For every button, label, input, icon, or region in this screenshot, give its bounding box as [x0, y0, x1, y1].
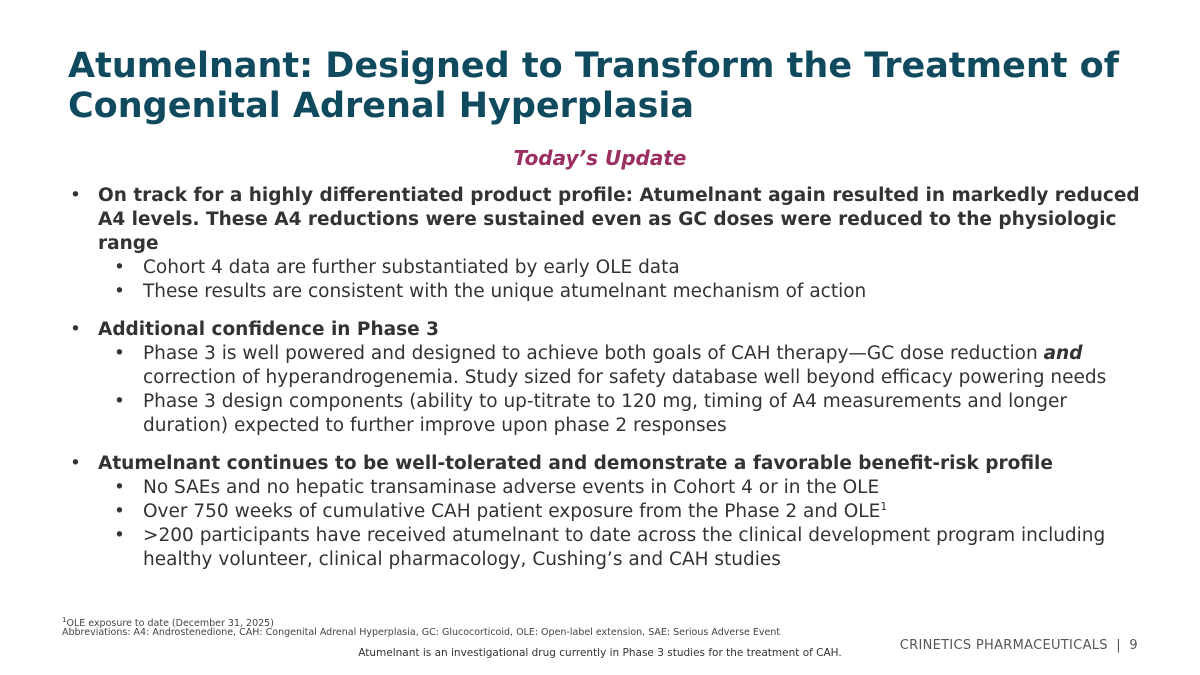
bullet-2-sub-2-text: Phase 3 design components (ability to up-titrate to 120 mg, timing of A4 measurements and longer duration) expected to further improve upon phase 2 responses: [143, 391, 1067, 436]
bullet-2-sub-1-post: correction of hyperandrogenemia. Study sized for safety database well beyond efficacy powering needs: [143, 367, 1107, 388]
slide-title-line-2: Congenital Adrenal Hyperplasia: [68, 86, 695, 126]
bullet-marker: •: [70, 453, 81, 474]
bullet-3-sub-1: [62, 476, 1142, 500]
bullet-1-text: On track for a highly differentiated product profile: Atumelnant again resulted in markedly reduced A4 levels. These A4 reductions were sustained even as GC doses were reduced to the physiologic range: [98, 185, 1140, 254]
bullet-2-sub-2: [62, 390, 1142, 438]
footnote-ref: 1: [880, 499, 888, 513]
sub-bullet-marker: •: [114, 343, 125, 364]
sub-bullet-marker: •: [114, 501, 125, 522]
footer-separator: |: [1116, 638, 1121, 653]
bullet-2-sub-1: [62, 342, 1142, 390]
bullet-2-sub-1-emphasis: and: [1043, 343, 1083, 364]
bullet-2-text: Additional confidence in Phase 3: [98, 319, 439, 340]
bullet-1-sub-1: [62, 256, 1142, 280]
bullet-1: [62, 184, 1142, 256]
sub-bullet-marker: •: [114, 525, 125, 546]
company-name: CRINETICS PHARMACEUTICALS: [899, 638, 1108, 653]
slide-title: [68, 46, 1168, 126]
bullet-1-sub-1-text: Cohort 4 data are further substantiated by early OLE data: [143, 257, 680, 278]
bullet-1-sub-2: [62, 280, 1142, 304]
page-number: 9: [1129, 638, 1138, 653]
footnote-marker: 1: [62, 616, 67, 624]
abbreviations: Abbreviations: A4: Androstenedione, CAH: Congenital Adrenal Hyperplasia, GC: Glucocorticoid, OLE: Open-label extension, SAE: Serious Adverse Event: [62, 627, 781, 638]
sub-bullet-marker: •: [114, 391, 125, 412]
bullet-2-sub-1-pre: Phase 3 is well powered and designed to achieve both goals of CAH therapy—GC dose reduction: [143, 343, 1044, 364]
sub-bullet-marker: •: [114, 477, 125, 498]
footnote-text: OLE exposure to date (December 31, 2025): [66, 618, 274, 630]
bullet-list: [62, 184, 1142, 572]
sub-bullet-marker: •: [114, 281, 125, 302]
sub-bullet-marker: •: [114, 257, 125, 278]
bullet-3-text: Atumelnant continues to be well-tolerated and demonstrate a favorable benefit-risk profile: [98, 453, 1053, 474]
disclaimer: Atumelnant is an investigational drug currently in Phase 3 studies for the treatment of CAH.: [358, 647, 842, 659]
bullet-2: [62, 318, 1142, 342]
bullet-3-sub-3-text: >200 participants have received atumelnant to date across the clinical development program including healthy volunteer, clinical pharmacology, Cushing’s and CAH studies: [143, 525, 1106, 570]
bullet-3-sub-3: [62, 524, 1142, 572]
bullet-marker: •: [70, 319, 81, 340]
bullet-3-sub-1-text: No SAEs and no hepatic transaminase adverse events in Cohort 4 or in the OLE: [143, 477, 880, 498]
bullet-3-sub-2-text: Over 750 weeks of cumulative CAH patient exposure from the Phase 2 and OLE: [143, 501, 881, 522]
bullet-3-sub-2: [62, 500, 1142, 524]
slide-subtitle: Today’s Update: [513, 146, 687, 170]
bullet-3: [62, 452, 1142, 476]
slide-title-line-1: Atumelnant: Designed to Transform the Treatment of: [68, 46, 1119, 86]
bullet-1-sub-2-text: These results are consistent with the unique atumelnant mechanism of action: [143, 281, 867, 302]
bullet-marker: •: [70, 185, 81, 206]
